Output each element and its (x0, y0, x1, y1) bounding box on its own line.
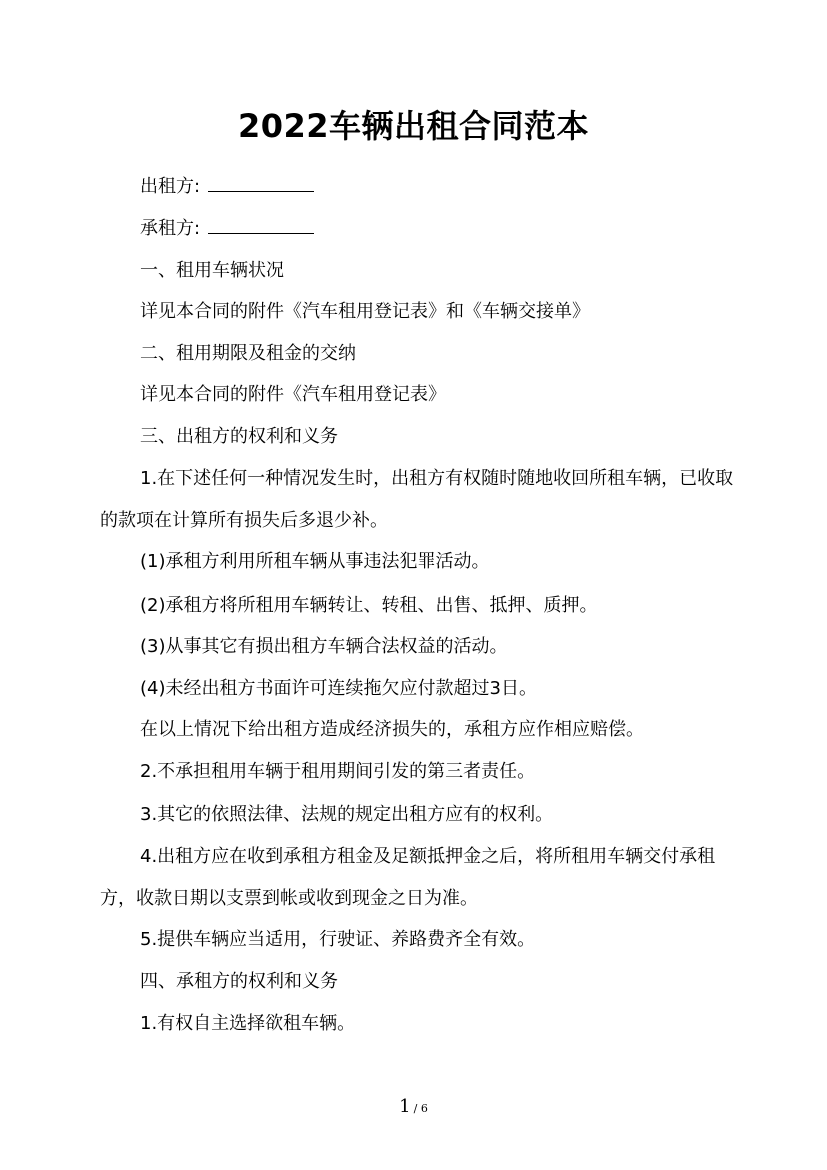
paragraph: 详见本合同的附件《汽车租用登记表》 (140, 384, 446, 405)
paragraph: (4)未经出租方书面许可连续拖欠应付款超过3日。 (140, 678, 537, 699)
paragraph: (2)承租方将所租用车辆转让、转租、出售、抵押、质押。 (140, 595, 598, 616)
paragraph: 5.提供车辆应当适用，行驶证、养路费齐全有效。 (140, 929, 536, 950)
paragraph: 2.不承担租用车辆于租用期间引发的第三者责任。 (140, 761, 536, 782)
paragraph: 在以上情况下给出租方造成经济损失的，承租方应作相应赔偿。 (140, 719, 644, 740)
section-heading-2: 二、租用期限及租金的交纳 (140, 343, 356, 364)
document-title: 2022车辆出租合同范本 (237, 107, 590, 145)
paragraph: 4.出租方应在收到承租方租金及足额抵押金之后，将所租用车辆交付承租方，收款日期以支票到帐或收到现金之日为准。 (100, 846, 716, 909)
lessee-blank (208, 213, 314, 234)
page-number (0, 1096, 827, 1117)
lessee-line (100, 208, 740, 250)
paragraph: (3)从事其它有损出租方车辆合法权益的活动。 (140, 636, 508, 657)
lessor-label: 出租方: (140, 176, 201, 197)
paragraph: 1.有权自主选择欲租车辆。 (140, 1013, 356, 1034)
section-heading-3: 三、出租方的权利和义务 (140, 426, 338, 447)
lessor-line (100, 166, 740, 208)
lessee-label: 承租方: (140, 218, 201, 239)
lessor-blank (208, 171, 314, 192)
paragraph: (1)承租方利用所租车辆从事违法犯罪活动。 (140, 551, 490, 572)
paragraph: 3.其它的依照法律、法规的规定出租方应有的权利。 (140, 804, 554, 825)
total-pages: / 6 (413, 1102, 428, 1115)
current-page-number: 1 (399, 1096, 411, 1117)
paragraph: 详见本合同的附件《汽车租用登记表》和《车辆交接单》 (140, 301, 590, 322)
section-heading-4: 四、承租方的权利和义务 (140, 971, 338, 992)
section-heading-1: 一、租用车辆状况 (140, 260, 284, 281)
paragraph: 1.在下述任何一种情况发生时，出租方有权随时随地收回所租车辆，已收取的款项在计算所有损失后多退少补。 (100, 468, 734, 531)
